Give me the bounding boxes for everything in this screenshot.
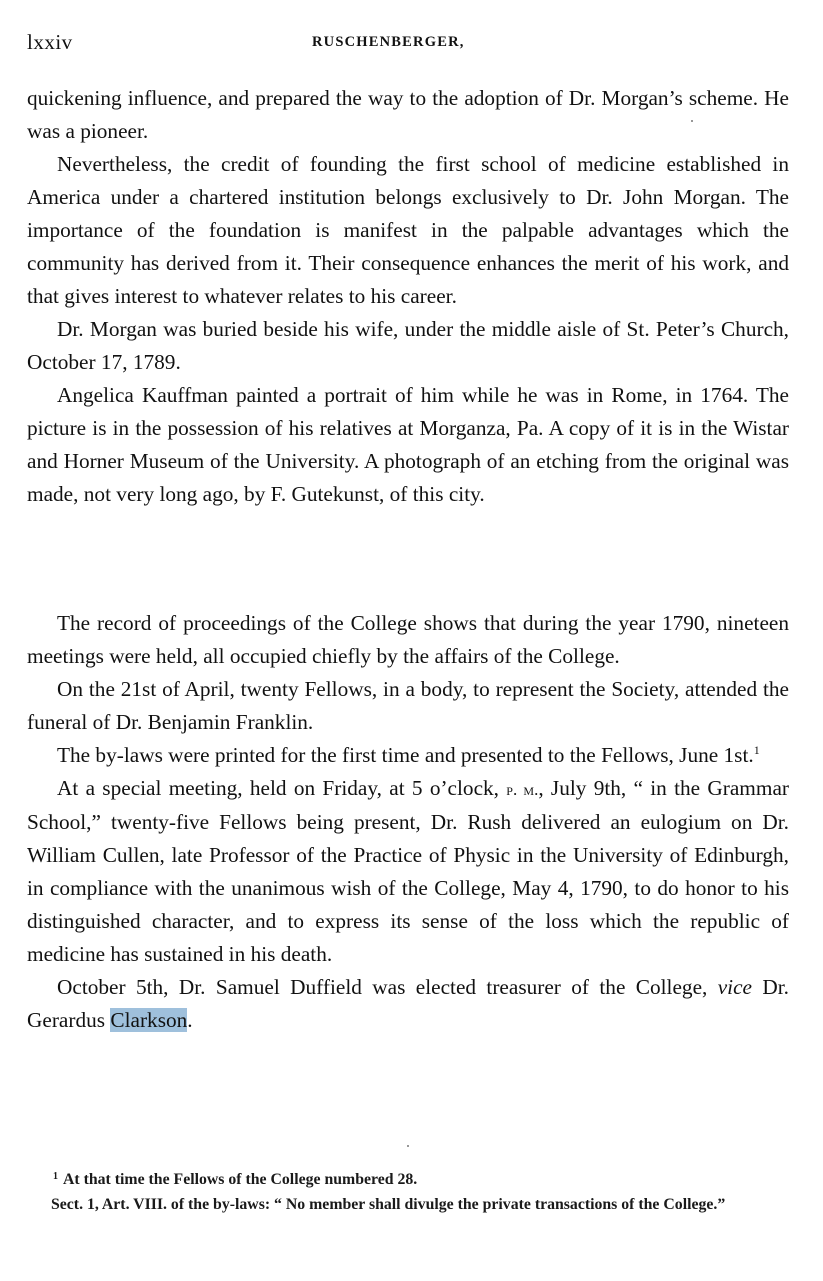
- footnote-1[interactable]: [31, 1167, 789, 1192]
- stray-mark: [691, 120, 693, 122]
- paragraph-record-1790[interactable]: The record of proceedings of the College shows that during the year 1790, nineteen meetings were held, all occupied chiefly by the affairs of the College.: [27, 611, 789, 668]
- treasurer-text-b: Dr. Gerardus: [27, 975, 789, 1032]
- running-title: RUSCHENBERGER,: [312, 34, 465, 50]
- body-text-section-2: [27, 607, 789, 1037]
- treasurer-text-c: .: [187, 1008, 193, 1032]
- paragraph-treasurer[interactable]: [27, 971, 789, 1037]
- special-meeting-text-b: , July 9th, “ in the Grammar School,” twenty-five Fellows being present, Dr. Rush delivered an eulogium on Dr. William Cullen, late Professor of the Practice of Physic in the University of Edinburgh, in compliance with the unanimous wish of the College, May 4, 1790, to do honor to his distinguished character, and to express its sense of the loss which the republic of medicine has sustained in his death.: [27, 776, 789, 966]
- bylaws-text: The by-laws were printed for the first time and presented to the Fellows, June 1st.: [57, 743, 754, 767]
- paragraph-bylaws[interactable]: [27, 739, 789, 772]
- special-meeting-text-a: At a special meeting, held on Friday, at 5 o’clock,: [57, 776, 507, 800]
- paragraph-special-meeting[interactable]: [27, 772, 789, 971]
- running-head: [27, 30, 789, 60]
- paragraph-credit-of-founding[interactable]: Nevertheless, the credit of founding the first school of medicine established in America under a chartered institution belongs exclusively to Dr. John Morgan. The importance of the foundation is manifest in the palpable advantages which the community has derived from it. Their consequence enhances the merit of his work, and that gives interest to whatever relates to his career.: [27, 152, 789, 308]
- paragraph-burial[interactable]: Dr. Morgan was buried beside his wife, under the middle aisle of St. Peter’s Church, October 17, 1789.: [27, 317, 789, 374]
- treasurer-text-a: October 5th, Dr. Samuel Duffield was elected treasurer of the College,: [57, 975, 718, 999]
- footnote-1-text: At that time the Fellows of the College numbered 28.: [63, 1171, 418, 1188]
- text-selection-highlight[interactable]: Clarkson: [110, 1008, 188, 1032]
- footnotes: [31, 1167, 789, 1217]
- paragraph-continuation[interactable]: quickening influence, and prepared the way to the adoption of Dr. Morgan’s scheme. He was a pioneer.: [27, 86, 789, 143]
- stray-mark: [407, 1145, 409, 1147]
- pm-smallcaps: p. m.: [506, 780, 539, 799]
- vice-italic: vice: [717, 975, 752, 999]
- body-text-section-1: [27, 82, 789, 511]
- footnote-2[interactable]: Sect. 1, Art. VIII. of the by-laws: “ No member shall divulge the private transactions of the College.”: [51, 1196, 726, 1213]
- paragraph-portrait[interactable]: Angelica Kauffman painted a portrait of him while he was in Rome, in 1764. The picture is in the possession of his relatives at Morganza, Pa. A copy of it is in the Wistar and Horner Museum of the University. A photograph of an etching from the original was made, not very long ago, by F. Gutekunst, of this city.: [27, 383, 789, 506]
- paragraph-franklin-funeral[interactable]: On the 21st of April, twenty Fellows, in a body, to represent the Society, attended the funeral of Dr. Benjamin Franklin.: [27, 677, 789, 734]
- page-number: lxxiv: [27, 30, 73, 54]
- footnote-1-mark: 1: [53, 1171, 58, 1182]
- footnote-reference[interactable]: 1: [753, 743, 760, 757]
